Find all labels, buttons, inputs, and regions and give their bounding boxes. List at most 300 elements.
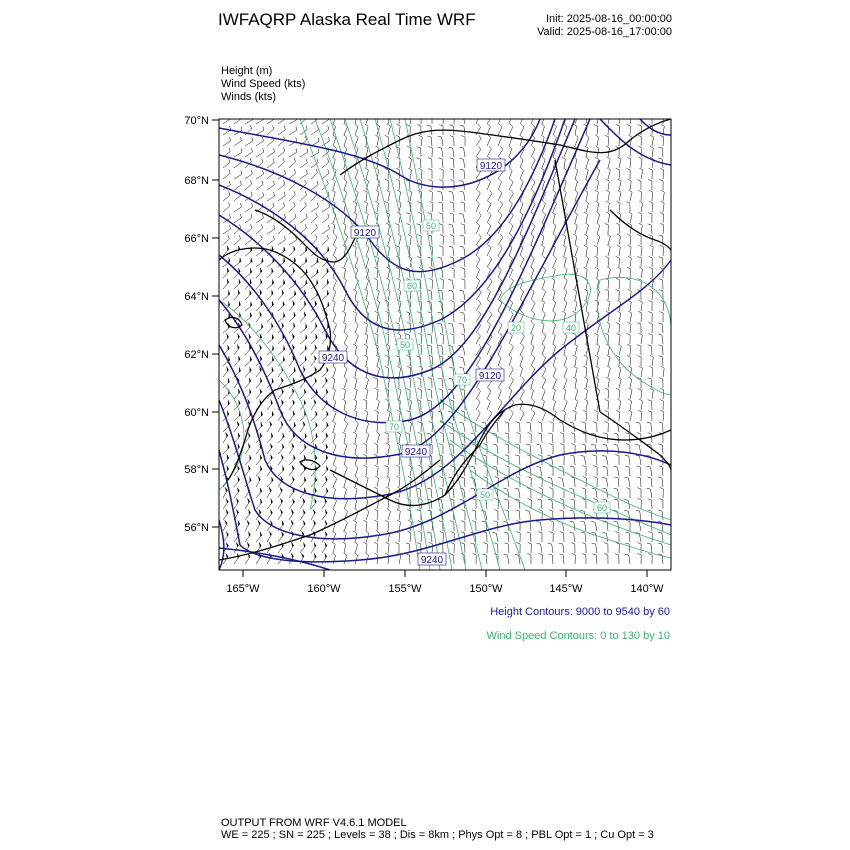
wind-barb — [353, 443, 356, 454]
wind-barb — [649, 168, 653, 179]
wind-barb — [223, 202, 230, 212]
wind-barb — [542, 366, 546, 377]
wind-barb — [617, 311, 620, 322]
wind-barb — [366, 278, 369, 289]
wind-barb — [429, 421, 433, 432]
wind-barb — [449, 147, 454, 157]
wind-barb — [267, 225, 275, 234]
wind-barb — [234, 235, 241, 245]
wind-barb — [627, 234, 631, 245]
wind-barb — [605, 278, 609, 289]
wind-barb — [560, 433, 564, 443]
wind-barb — [245, 356, 252, 366]
wind-barb — [528, 477, 532, 488]
wind-barb — [355, 135, 358, 146]
wind-barb — [418, 531, 422, 542]
wind-barb — [386, 278, 389, 289]
wind-barb — [638, 190, 642, 201]
wind-barb — [355, 179, 358, 190]
wind-barb — [495, 476, 499, 487]
wind-barb — [256, 466, 262, 476]
wind-barb — [636, 466, 641, 476]
wind-barb — [487, 311, 492, 322]
height-contour — [600, 119, 671, 165]
wind-barb — [509, 190, 513, 201]
wind-barb — [355, 267, 358, 278]
wind-barb — [256, 532, 262, 542]
wind-barb — [637, 356, 641, 367]
wind-barb — [525, 510, 531, 520]
wind-barb — [627, 124, 631, 135]
wind-barb — [606, 179, 610, 190]
wind-barb — [595, 300, 598, 311]
height-label: 9240 — [404, 447, 428, 458]
wind-barb — [487, 135, 491, 146]
wind-barb — [573, 289, 576, 300]
wind-barb — [542, 377, 546, 388]
speed-label: 50 — [399, 340, 411, 350]
wind-barb — [571, 543, 575, 553]
wind-barb — [267, 356, 274, 366]
wind-barb — [289, 236, 297, 245]
wind-barb — [487, 179, 491, 190]
wind-barb — [300, 247, 307, 257]
wind-barb — [223, 520, 227, 531]
wind-barb — [353, 311, 357, 322]
wind-barb — [649, 267, 653, 278]
wind-barb — [647, 488, 652, 498]
lat-label: 60°N — [184, 407, 209, 419]
wind-barb — [439, 246, 443, 256]
wind-barb — [300, 444, 306, 454]
wind-barb — [332, 421, 335, 432]
wind-barb — [564, 124, 567, 135]
wind-barb — [648, 400, 652, 410]
wind-barb — [531, 234, 534, 245]
wind-barb — [256, 324, 263, 334]
wind-barb — [355, 421, 358, 432]
wind-barb — [595, 135, 598, 146]
wind-barb — [484, 542, 488, 553]
wind-barb — [234, 542, 238, 553]
wind-barb — [355, 542, 358, 553]
wind-barb — [245, 268, 252, 278]
wind-barb — [584, 234, 587, 245]
wind-barb — [592, 532, 598, 542]
wind-barb — [498, 212, 502, 223]
wind-barb — [365, 476, 368, 487]
wind-barb — [245, 367, 251, 377]
wind-barb — [531, 311, 535, 322]
wind-barb — [541, 234, 544, 245]
wind-barb — [439, 213, 443, 223]
height-contour — [219, 119, 555, 272]
wind-barb — [648, 213, 652, 223]
wind-barb — [385, 168, 389, 179]
wind-barb — [344, 190, 347, 201]
wind-barb — [626, 488, 630, 499]
wind-barb — [575, 113, 578, 124]
wind-barb — [564, 333, 567, 344]
wind-barb — [450, 136, 454, 146]
wind-barb — [461, 136, 465, 147]
wind-barb — [450, 213, 455, 223]
wind-barb — [509, 377, 513, 388]
wind-barb — [461, 268, 465, 278]
wind-barb — [625, 554, 630, 564]
wind-barb — [615, 554, 619, 564]
wind-barb — [322, 466, 328, 476]
wind-barb — [429, 179, 433, 190]
wind-barb — [344, 443, 347, 454]
wind-barb — [364, 344, 368, 355]
wind-barb — [332, 223, 335, 234]
wind-barb — [353, 289, 356, 300]
wind-barb — [542, 278, 545, 289]
wind-barb — [498, 388, 501, 399]
wind-barb — [570, 455, 575, 465]
wind-barb — [354, 553, 357, 564]
wind-barb — [648, 510, 653, 520]
wind-barb — [245, 180, 252, 190]
wind-barb — [531, 113, 534, 124]
wind-barb — [586, 157, 589, 168]
wind-barb — [585, 223, 588, 234]
height-legend: Height Contours: 9000 to 9540 by 60 — [490, 606, 670, 618]
wind-barb — [583, 410, 587, 421]
wind-barb — [300, 159, 307, 168]
wind-barb — [289, 411, 295, 421]
wind-barb — [625, 477, 630, 487]
wind-barb — [542, 333, 546, 344]
wind-barb — [429, 190, 433, 201]
wind-barb — [223, 290, 230, 300]
wind-barb — [397, 278, 401, 289]
wind-barb — [355, 168, 358, 179]
wind-barb — [256, 192, 264, 201]
wind-barb — [658, 532, 663, 542]
wind-barb — [607, 366, 610, 377]
wind-barb — [505, 422, 509, 432]
wind-barb — [476, 146, 481, 157]
wind-barb — [451, 465, 455, 476]
init-time: Init: 2025-08-16_00:00:00 — [546, 13, 672, 25]
wind-barb — [278, 236, 285, 245]
height-label: 9120 — [353, 228, 377, 239]
wind-barb — [289, 509, 294, 520]
wind-barb — [363, 454, 367, 465]
wind-barb — [628, 377, 631, 388]
wind-barb — [322, 225, 329, 234]
wind-barb — [616, 223, 620, 234]
wind-barb — [606, 190, 610, 201]
wind-barb — [607, 300, 610, 311]
wind-barb — [397, 289, 400, 300]
wind-barb — [245, 148, 252, 157]
wind-barb — [256, 258, 263, 267]
wind-barb — [450, 235, 454, 245]
wind-barb — [526, 521, 531, 531]
wind-barb — [451, 542, 455, 553]
wind-barb — [639, 300, 643, 311]
wind-barb — [504, 532, 509, 542]
height-contour — [219, 119, 540, 187]
wind-barb — [476, 388, 481, 399]
wind-barb — [322, 509, 327, 520]
wind-barb — [418, 432, 422, 443]
wind-barb — [311, 399, 316, 410]
wind-barb — [648, 180, 652, 190]
wind-barb — [256, 268, 262, 278]
wind-barb — [553, 124, 557, 135]
wind-barb — [551, 179, 554, 190]
wind-barb — [364, 355, 367, 366]
wind-barb — [586, 311, 589, 322]
wind-barb — [648, 554, 652, 565]
wind-barb — [650, 245, 653, 256]
wind-barb — [439, 521, 443, 531]
wind-barb — [289, 191, 295, 201]
wind-barb — [487, 190, 492, 201]
coastline-southcentral — [330, 404, 671, 505]
wind-barb — [649, 289, 653, 300]
wind-barb — [408, 157, 411, 168]
wind-barb — [659, 499, 663, 509]
wind-barb — [267, 192, 275, 201]
wind-barb — [594, 245, 598, 256]
wind-barb — [574, 300, 577, 311]
wind-barb — [234, 137, 241, 146]
wind-barb — [333, 465, 336, 476]
wind-barb — [234, 279, 240, 289]
wind-barb — [575, 135, 578, 146]
wind-barb — [223, 367, 229, 378]
wind-barb — [344, 421, 348, 432]
lat-label: 56°N — [184, 522, 209, 534]
wind-barb — [267, 411, 274, 421]
wind-barb — [300, 324, 307, 333]
wind-barb — [658, 147, 663, 157]
wind-barb — [344, 553, 347, 564]
wind-barb — [353, 520, 356, 531]
wind-barb — [429, 146, 433, 157]
wind-barb — [223, 378, 230, 388]
wind-barb — [300, 477, 306, 487]
lon-label: 145°W — [549, 583, 583, 595]
wind-barb — [626, 169, 630, 180]
wind-barb — [637, 488, 641, 498]
wind-barb — [460, 246, 465, 256]
wind-barb — [406, 312, 410, 322]
wind-barb — [639, 157, 643, 168]
wind-barb — [505, 444, 509, 454]
wind-barb — [517, 433, 521, 444]
wind-barb — [552, 322, 555, 333]
wind-barb — [300, 301, 306, 311]
wind-barb — [636, 510, 641, 520]
wind-barb — [542, 344, 545, 355]
wind-barb — [374, 278, 378, 289]
wind-barb — [289, 433, 295, 443]
wind-barb — [427, 334, 432, 344]
wind-barb — [629, 212, 632, 223]
wind-barb — [509, 113, 512, 124]
wind-barb — [542, 410, 546, 421]
wind-barb — [245, 531, 250, 542]
wind-barb — [353, 531, 357, 542]
wind-barb — [584, 245, 588, 256]
wind-barb — [344, 377, 347, 388]
wind-barb — [267, 487, 271, 498]
wind-barb — [483, 532, 487, 542]
wind-barb — [559, 422, 564, 432]
wind-barb — [278, 258, 285, 268]
wind-barb — [660, 388, 664, 399]
wind-barb — [376, 399, 379, 410]
wind-barb — [616, 290, 620, 301]
wind-barb — [322, 389, 328, 399]
wind-barb — [256, 126, 264, 135]
wind-barb — [344, 465, 347, 476]
wind-barb — [584, 388, 588, 399]
wind-barb — [625, 455, 630, 465]
wind-barb — [607, 322, 610, 333]
wind-barb — [267, 290, 273, 300]
wind-barb — [476, 300, 481, 311]
wind-barb — [332, 300, 335, 311]
wind-barb — [234, 389, 240, 399]
wind-barb — [573, 124, 576, 135]
wind-barb — [476, 201, 479, 212]
wind-barb — [548, 499, 553, 509]
wind-barb — [487, 124, 490, 135]
wind-barb — [245, 498, 250, 509]
wind-barb — [256, 367, 262, 378]
wind-barb — [332, 487, 335, 498]
wind-barb — [597, 234, 600, 245]
wind-barb — [234, 421, 239, 432]
wind-barb — [256, 345, 262, 356]
wind-barb — [408, 377, 412, 388]
wind-barb — [333, 509, 336, 520]
wind-barb — [629, 388, 632, 399]
wind-barb — [365, 146, 368, 157]
speed-label: 60 — [596, 503, 608, 513]
wind-barb — [245, 443, 250, 454]
wind-barb — [448, 423, 454, 433]
wind-barb — [637, 180, 641, 190]
wind-barb — [245, 170, 252, 179]
wind-barb — [635, 522, 641, 532]
lon-label: 140°W — [630, 583, 664, 595]
wind-barb — [256, 181, 263, 190]
wind-barb — [603, 444, 608, 454]
wind-barb — [300, 202, 306, 212]
wind-barb — [234, 170, 242, 179]
wind-barb — [343, 322, 346, 333]
wind-barb — [374, 520, 378, 531]
wind-barb — [448, 323, 454, 333]
wind-barb — [647, 422, 652, 432]
wind-barb — [375, 311, 379, 322]
variable-wind-speed: Wind Speed (kts) — [221, 78, 306, 90]
wind-barb — [256, 214, 263, 223]
wind-barb — [541, 124, 544, 135]
wind-barb — [597, 344, 600, 355]
wind-barb — [487, 410, 492, 421]
wind-barb — [365, 289, 368, 300]
wind-barb — [438, 191, 443, 201]
wind-barb — [311, 169, 318, 179]
wind-barb — [582, 499, 586, 509]
wind-barb — [355, 355, 358, 366]
wind-barb — [429, 278, 433, 289]
wind-barb — [385, 466, 389, 477]
wind-barb — [343, 432, 346, 443]
wind-barb — [638, 311, 642, 322]
wind-barb — [396, 267, 400, 278]
wind-barb — [615, 455, 619, 466]
wind-barb — [509, 410, 513, 421]
wind-barb — [365, 388, 368, 399]
wind-barb — [448, 280, 454, 290]
wind-barb — [605, 421, 609, 432]
wind-barb — [660, 135, 664, 146]
wind-barb — [476, 190, 480, 201]
wind-barb — [289, 476, 294, 487]
wind-barb — [417, 312, 421, 322]
wind-barb — [472, 510, 476, 520]
wind-barb — [311, 542, 316, 553]
wind-barb — [278, 466, 284, 476]
wind-barb — [322, 531, 327, 542]
height-contour — [219, 520, 224, 570]
wind-barb — [647, 466, 652, 476]
wind-barb — [539, 509, 543, 520]
wind-barb — [223, 158, 230, 168]
wind-barb — [333, 311, 336, 322]
wind-barb — [366, 256, 369, 267]
wind-barb — [459, 324, 465, 334]
wind-barb — [353, 344, 356, 355]
wind-barb — [353, 399, 356, 410]
wind-barb — [417, 543, 421, 553]
wind-barb — [387, 267, 390, 278]
wind-barb — [300, 509, 305, 520]
wind-barb — [584, 267, 588, 278]
wind-barb — [487, 212, 491, 223]
wind-barb — [300, 356, 307, 366]
wind-barb — [267, 334, 274, 344]
wind-barb — [647, 543, 652, 553]
wind-barb — [300, 520, 305, 531]
wind-barb — [343, 487, 346, 498]
wind-barb — [438, 257, 443, 267]
wind-barb — [628, 256, 632, 267]
wind-barb — [625, 466, 630, 476]
wind-barb — [289, 367, 296, 377]
wind-barb — [564, 366, 567, 377]
wind-barb — [595, 355, 598, 366]
wind-barb — [531, 344, 534, 355]
wind-barb — [267, 268, 273, 278]
lon-label: 150°W — [469, 583, 503, 595]
wind-barb — [607, 234, 610, 245]
wind-barb — [234, 433, 240, 443]
wind-barb — [660, 399, 664, 410]
wind-barb — [498, 267, 501, 278]
height-label: 9240 — [321, 353, 345, 364]
